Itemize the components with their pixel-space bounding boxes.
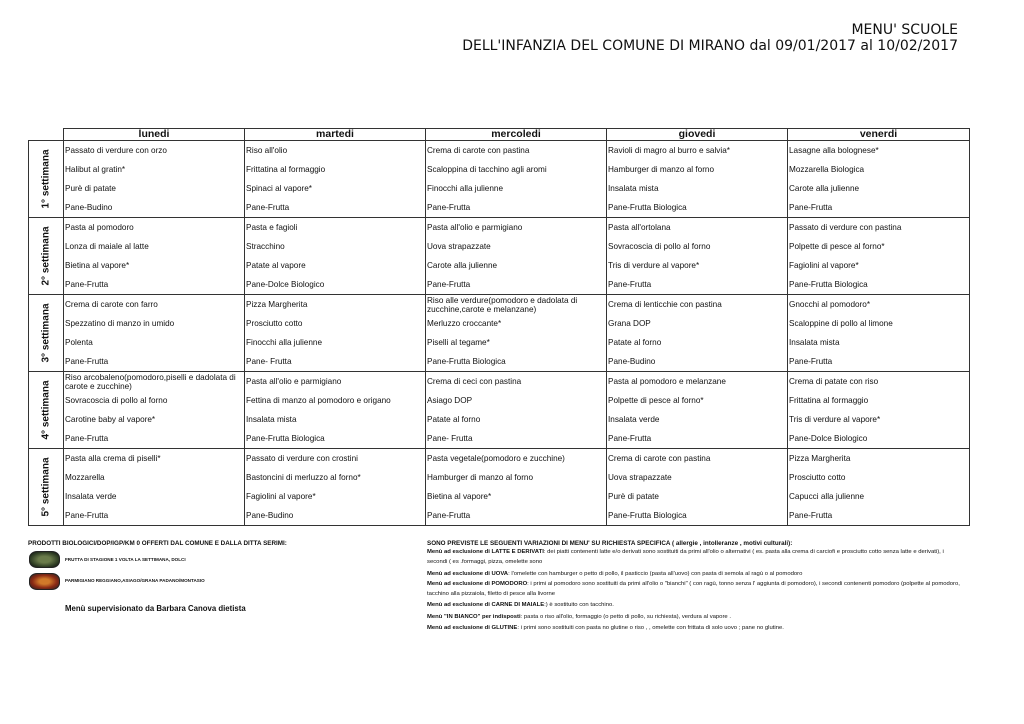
dish-cell: Fagiolini al vapore* (245, 487, 426, 506)
menu-row (29, 275, 970, 295)
dish-cell: Uova strapazzate (607, 468, 788, 487)
dish-cell: Pasta e fagioli (245, 218, 426, 238)
dish-cell: Pane-Frutta (64, 352, 245, 372)
dish-cell: Insalata mista (245, 410, 426, 429)
dish-cell: Sovracoscia di pollo al forno (64, 391, 245, 410)
dish-cell: Polenta (64, 333, 245, 352)
dish-cell: Passato di verdure con crostini (245, 449, 426, 469)
menu-row (29, 429, 970, 449)
dish-cell: Pane-Frutta (245, 198, 426, 218)
dish-cell: Pane-Frutta (607, 275, 788, 295)
dish-cell: Pane-Frutta (788, 198, 970, 218)
week-label-text: 1° settimana (40, 149, 52, 209)
dish-cell: Prosciutto cotto (245, 314, 426, 333)
week-label (29, 141, 64, 218)
dish-cell: Crema di carote con pastina (607, 449, 788, 469)
dish-cell: Pasta all'olio e parmigiano (245, 372, 426, 392)
dish-cell: Pasta al pomodoro (64, 218, 245, 238)
menu-subtitle: DELL'INFANZIA DEL COMUNE DI MIRANO dal 09/01/2017 al 10/02/2017 (462, 38, 958, 54)
dish-cell: Pasta alla crema di piselli* (64, 449, 245, 469)
dish-cell: Insalata mista (607, 179, 788, 198)
dish-cell: Pane-Frutta (64, 429, 245, 449)
menu-row (29, 372, 970, 392)
badge-label: PARMIGIANO REGGIANO,ASIAGO/GRANA PADANO/MONTASIO (65, 578, 205, 583)
week-label-text: 4° settimana (40, 380, 52, 440)
menu-row (29, 314, 970, 333)
dish-cell: Crema di patate con riso (788, 372, 970, 392)
menu-row (29, 391, 970, 410)
day-header: venerdi (788, 129, 970, 141)
dish-cell: Halibut al gratin* (64, 160, 245, 179)
menu-row (29, 295, 970, 315)
dish-cell: Pizza Margherita (788, 449, 970, 469)
dish-cell: Pane-Frutta (788, 506, 970, 526)
dish-cell: Purè di patate (607, 487, 788, 506)
dish-cell: Finocchi alla julienne (245, 333, 426, 352)
dish-cell: Pane-Frutta Biologica (245, 429, 426, 449)
menu-row (29, 218, 970, 238)
day-header: giovedi (607, 129, 788, 141)
dish-cell: Passato di verdure con orzo (64, 141, 245, 161)
menu-row (29, 141, 970, 161)
dish-cell: Bastoncini di merluzzo al forno* (245, 468, 426, 487)
dish-cell: Pane-Frutta Biologica (788, 275, 970, 295)
dish-cell: Frittatina al formaggio (245, 160, 426, 179)
dish-cell: Pane-Dolce Biologico (245, 275, 426, 295)
variation-item: Menù ad esclusione di GLUTINE: i primi sono sostituiti con pasta no glutine o riso , , omelette con frittata di solo uovo ; pane no glutine. (427, 625, 784, 631)
dish-cell: Pane-Frutta (426, 506, 607, 526)
menu-row (29, 487, 970, 506)
dish-cell: Spezzatino di manzo in umido (64, 314, 245, 333)
variation-item: Menù ad esclusione di UOVA: l'omelette con hamburger o petto di pollo, il pasticcio (pasta all'uovo) con pasta di semola al ragù o al pomodoro (427, 571, 803, 577)
dish-cell: Purè di patate (64, 179, 245, 198)
dish-cell: Tris di verdure al vapore* (607, 256, 788, 275)
dish-cell: Scaloppine di pollo al limone (788, 314, 970, 333)
dish-cell: Passato di verdure con pastina (788, 218, 970, 238)
menu-row (29, 256, 970, 275)
dish-cell: Pasta all'ortolana (607, 218, 788, 238)
dish-cell: Mozzarella (64, 468, 245, 487)
supervisor-note: Menù supervisionato da Barbara Canova dietista (65, 604, 246, 613)
dish-cell: Sovracoscia di pollo al forno (607, 237, 788, 256)
dish-cell: Crema di lenticchie con pastina (607, 295, 788, 315)
dish-cell: Lasagne alla bolognese* (788, 141, 970, 161)
dish-cell: Pane-Frutta (426, 198, 607, 218)
dish-cell: Pane-Frutta (64, 506, 245, 526)
dish-cell: Carotine baby al vapore* (64, 410, 245, 429)
menu-row (29, 449, 970, 469)
dish-cell: Riso alle verdure(pomodoro e dadolata di zucchine,carote e melanzane) (426, 295, 607, 315)
dish-cell: Pane-Budino (607, 352, 788, 372)
dish-cell: Pane-Frutta (607, 429, 788, 449)
variations-heading: SONO PREVISTE LE SEGUENTI VARIAZIONI DI MENU' SU RICHIESTA SPECIFICA ( allergie , intolleranze , motivi culturali): (427, 540, 793, 547)
dish-cell: Carote alla julienne (788, 179, 970, 198)
dish-cell: Fettina di manzo al pomodoro e origano (245, 391, 426, 410)
dish-cell: Pasta al pomodoro e melanzane (607, 372, 788, 392)
badge-label: FRUTTA DI STAGIONE 1 VOLTA LA SETTIMANA, DOLCI (65, 557, 186, 562)
dish-cell: Ravioli di magro al burro e salvia* (607, 141, 788, 161)
dish-cell: Pane-Frutta (64, 275, 245, 295)
week-label-text: 2° settimana (40, 226, 52, 286)
variation-item: Menù ad esclusione di LATTE E DERIVATI: dei piatti contenenti latte e/o derivati sono sostituiti da primi all'olio o alternativi ( es. pasta alla crema di carciofi e prosciutto cotto senza latte e derivati), i secondi ( es .formaggi, pizza, omelette sono (427, 549, 944, 565)
menu-row (29, 352, 970, 372)
dish-cell: Grana DOP (607, 314, 788, 333)
products-heading: PRODOTTI BIOLOGICI/DOP/IGP/KM 0 OFFERTI DAL COMUNE E DALLA DITTA SERIMI: (28, 540, 287, 547)
dish-cell: Insalata mista (788, 333, 970, 352)
menu-body (29, 141, 970, 526)
dish-cell: Gnocchi al pomodoro* (788, 295, 970, 315)
dish-cell: Frittatina al formaggio (788, 391, 970, 410)
dish-cell: Tris di verdure al vapore* (788, 410, 970, 429)
dish-cell: Prosciutto cotto (788, 468, 970, 487)
dish-cell: Pane-Frutta Biologica (426, 352, 607, 372)
dish-cell: Insalata verde (607, 410, 788, 429)
dish-cell: Pasta vegetale(pomodoro e zucchine) (426, 449, 607, 469)
dish-cell: Insalata verde (64, 487, 245, 506)
dish-cell: Scaloppina di tacchino agli aromi (426, 160, 607, 179)
dish-cell: Pane-Frutta Biologica (607, 198, 788, 218)
dish-cell: Bietina al vapore* (64, 256, 245, 275)
menu-row (29, 237, 970, 256)
menu-table (28, 128, 970, 526)
week-label-text: 5° settimana (40, 457, 52, 517)
menu-row (29, 506, 970, 526)
week-label (29, 295, 64, 372)
dish-cell: Uova strapazzate (426, 237, 607, 256)
dish-cell: Carote alla julienne (426, 256, 607, 275)
variation-item: Menù ad esclusione di CARNE DI MAIALE:) è sostituito con tacchino. (427, 602, 614, 608)
dish-cell: Hamburger di manzo al forno (607, 160, 788, 179)
organic-fruit-badge-icon (29, 551, 60, 568)
week-label (29, 372, 64, 449)
dish-cell: Merluzzo croccante* (426, 314, 607, 333)
dish-cell: Pane-Dolce Biologico (788, 429, 970, 449)
dish-cell: Pane-Budino (64, 198, 245, 218)
corner-cell (29, 129, 64, 141)
dish-cell: Riso all'olio (245, 141, 426, 161)
dish-cell: Stracchino (245, 237, 426, 256)
dish-cell: Finocchi alla julienne (426, 179, 607, 198)
dish-cell: Fagiolini al vapore* (788, 256, 970, 275)
dish-cell: Crema di carote con pastina (426, 141, 607, 161)
dish-cell: Patate al forno (426, 410, 607, 429)
week-label (29, 449, 64, 526)
day-header: mercoledi (426, 129, 607, 141)
week-label-text: 3° settimana (40, 303, 52, 363)
dish-cell: Pane-Frutta (426, 275, 607, 295)
menu-row (29, 410, 970, 429)
dish-cell: Pane-Budino (245, 506, 426, 526)
dish-cell: Lonza di maiale al latte (64, 237, 245, 256)
dish-cell: Patate al forno (607, 333, 788, 352)
dish-cell: Spinaci al vapore* (245, 179, 426, 198)
dop-cheese-badge-icon (29, 573, 60, 590)
dish-cell: Pane-Frutta (788, 352, 970, 372)
dish-cell: Pane- Frutta (426, 429, 607, 449)
menu-title: MENU' SCUOLE (851, 22, 958, 38)
dish-cell: Crema di ceci con pastina (426, 372, 607, 392)
menu-row (29, 333, 970, 352)
menu-row (29, 160, 970, 179)
dish-cell: Pane- Frutta (245, 352, 426, 372)
dish-cell: Bietina al vapore* (426, 487, 607, 506)
dish-cell: Riso arcobaleno(pomodoro,piselli e dadolata di carote e zucchine) (64, 372, 245, 392)
dish-cell: Mozzarella Biologica (788, 160, 970, 179)
day-header: martedi (245, 129, 426, 141)
menu-row (29, 468, 970, 487)
dish-cell: Pane-Frutta Biologica (607, 506, 788, 526)
menu-row (29, 179, 970, 198)
dish-cell: Pizza Margherita (245, 295, 426, 315)
days-header-row (29, 129, 970, 141)
dish-cell: Polpette di pesce al forno* (607, 391, 788, 410)
dish-cell: Piselli al tegame* (426, 333, 607, 352)
dish-cell: Asiago DOP (426, 391, 607, 410)
dish-cell: Crema di carote con farro (64, 295, 245, 315)
variation-item: Menù ad esclusione di POMODORO: i primi al pomodoro sono sostituiti da primi all'olio o "bianchi" ( con ragù, tonno senza l' aggiunta di pomodoro), i secondi contenenti pomodoro (polpette al pomodoro, tacchino alla pizzaiola, filetto di pesce alla livorne (427, 581, 960, 597)
variation-item: Menù "IN BIANCO" per indisposti: pasta o riso all'olio, formaggio (o petto di pollo, su richiesta), verdura al vapore . (427, 614, 731, 620)
dish-cell: Hamburger di manzo al forno (426, 468, 607, 487)
day-header: lunedi (64, 129, 245, 141)
dish-cell: Polpette di pesce al forno* (788, 237, 970, 256)
dish-cell: Capucci alla julienne (788, 487, 970, 506)
dish-cell: Patate al vapore (245, 256, 426, 275)
menu-row (29, 198, 970, 218)
dish-cell: Pasta all'olio e parmigiano (426, 218, 607, 238)
week-label (29, 218, 64, 295)
